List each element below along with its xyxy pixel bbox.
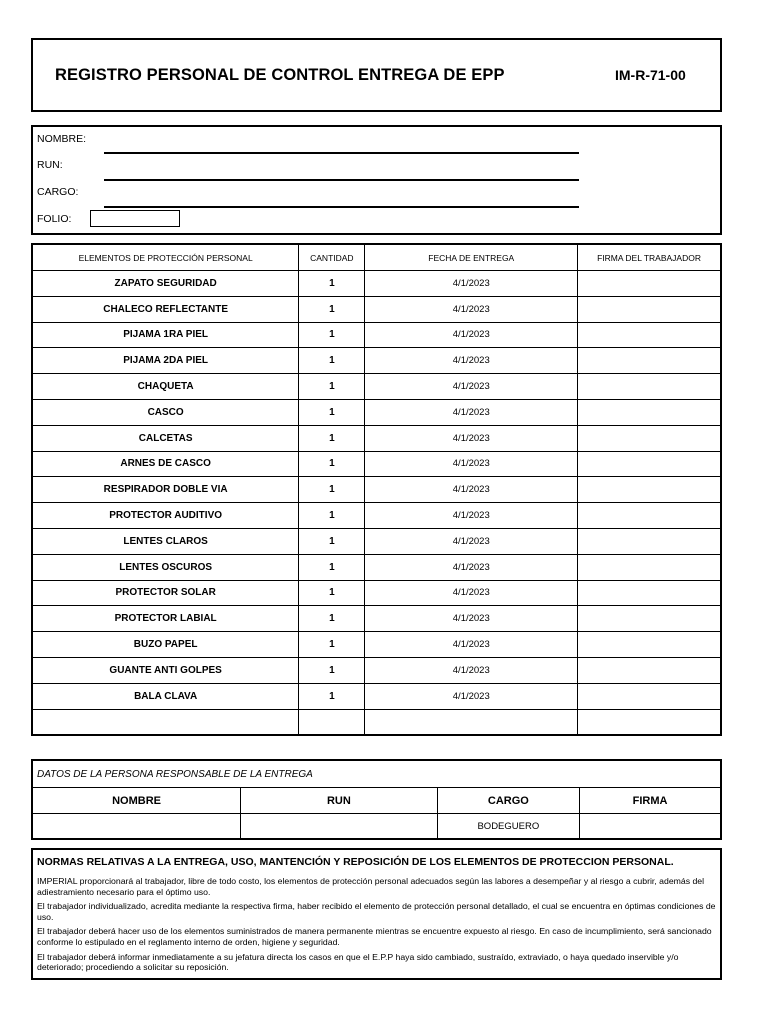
ppe-item-cell: LENTES CLAROS [32,528,299,554]
worker-info-section [31,125,722,235]
ppe-date-cell: 4/1/2023 [365,296,578,322]
table-row [32,632,721,658]
ppe-item-cell [32,709,299,735]
ppe-signature-cell[interactable] [578,322,721,348]
ppe-signature-cell[interactable] [578,374,721,400]
nombre-label: NOMBRE: [37,133,87,145]
ppe-date-cell: 4/1/2023 [365,477,578,503]
run-field[interactable] [104,179,579,181]
cargo-label: CARGO: [37,186,79,198]
ppe-item-cell: PIJAMA 2DA PIEL [32,348,299,374]
ppe-signature-cell[interactable] [578,296,721,322]
table-row [32,554,721,580]
responsible-header-row [32,788,721,814]
norms-paragraph: IMPERIAL proporcionará al trabajador, libre de todo costo, los elementos de protección personal adecuados según las labores a desempeñar y al riesgo a cubrir, además del adiestramiento necesario para el óptimo uso. [37,876,705,897]
responsible-caption: DATOS DE LA PERSONA RESPONSABLE DE LA ENTREGA [32,760,721,788]
ppe-item-cell: PROTECTOR LABIAL [32,606,299,632]
table-row [32,709,721,735]
ppe-table [31,243,722,736]
ppe-signature-cell[interactable] [578,580,721,606]
table-row [32,451,721,477]
norms-section [31,848,722,980]
ppe-quantity-cell: 1 [299,503,365,529]
table-row [32,503,721,529]
norms-title: NORMAS RELATIVAS A LA ENTREGA, USO, MANTENCIÓN Y REPOSICIÓN DE LOS ELEMENTOS DE PROTECCION PERSONAL. [37,856,674,868]
responsible-table [31,759,722,840]
norms-paragraph: El trabajador individualizado, acredita mediante la respectiva firma, haber recibido el elemento de protección personal detallado, el cual se encuentra en óptimas condiciones de uso. [37,901,716,922]
ppe-date-cell: 4/1/2023 [365,503,578,529]
table-row [32,322,721,348]
ppe-item-cell: RESPIRADOR DOBLE VIA [32,477,299,503]
ppe-item-cell: BUZO PAPEL [32,632,299,658]
table-row [32,683,721,709]
ppe-quantity-cell: 1 [299,657,365,683]
ppe-item-cell: PROTECTOR SOLAR [32,580,299,606]
ppe-date-cell: 4/1/2023 [365,657,578,683]
run-label: RUN: [37,159,63,171]
ppe-item-cell: CASCO [32,399,299,425]
ppe-date-cell: 4/1/2023 [365,322,578,348]
ppe-signature-cell[interactable] [578,271,721,297]
responsible-run-cell[interactable] [241,814,438,840]
ppe-date-cell: 4/1/2023 [365,374,578,400]
ppe-quantity-cell: 1 [299,399,365,425]
column-header-cantidad: CANTIDAD [299,244,365,271]
ppe-signature-cell[interactable] [578,683,721,709]
ppe-quantity-cell: 1 [299,348,365,374]
ppe-signature-cell[interactable] [578,399,721,425]
folio-field[interactable] [90,210,180,227]
ppe-quantity-cell: 1 [299,451,365,477]
ppe-quantity-cell: 1 [299,606,365,632]
ppe-item-cell: LENTES OSCUROS [32,554,299,580]
ppe-signature-cell[interactable] [578,503,721,529]
table-row [32,657,721,683]
table-row [32,580,721,606]
form-code: IM-R-71-00 [615,67,686,83]
responsible-cargo-cell[interactable]: BODEGUERO [437,814,579,840]
ppe-item-cell: GUANTE ANTI GOLPES [32,657,299,683]
ppe-item-cell: CHAQUETA [32,374,299,400]
ppe-signature-cell[interactable] [578,425,721,451]
nombre-field[interactable] [104,152,579,154]
responsible-header-cargo: CARGO [437,788,579,814]
ppe-quantity-cell [299,709,365,735]
ppe-quantity-cell: 1 [299,554,365,580]
ppe-quantity-cell: 1 [299,632,365,658]
ppe-date-cell: 4/1/2023 [365,683,578,709]
ppe-date-cell: 4/1/2023 [365,606,578,632]
ppe-date-cell: 4/1/2023 [365,271,578,297]
ppe-quantity-cell: 1 [299,296,365,322]
ppe-date-cell: 4/1/2023 [365,580,578,606]
table-row [32,425,721,451]
ppe-quantity-cell: 1 [299,528,365,554]
responsible-firma-cell[interactable] [580,814,721,840]
ppe-item-cell: ZAPATO SEGURIDAD [32,271,299,297]
column-header-fecha: FECHA DE ENTREGA [365,244,578,271]
ppe-signature-cell[interactable] [578,451,721,477]
ppe-item-cell: ARNES DE CASCO [32,451,299,477]
ppe-date-cell [365,709,578,735]
responsible-header-nombre: NOMBRE [32,788,241,814]
ppe-signature-cell[interactable] [578,632,721,658]
table-row [32,606,721,632]
responsible-header-firma: FIRMA [580,788,721,814]
responsible-value-row [32,814,721,840]
ppe-quantity-cell: 1 [299,322,365,348]
cargo-field[interactable] [104,206,579,208]
folio-label: FOLIO: [37,213,72,225]
ppe-item-cell: PROTECTOR AUDITIVO [32,503,299,529]
ppe-item-cell: CALCETAS [32,425,299,451]
ppe-date-cell: 4/1/2023 [365,451,578,477]
ppe-signature-cell[interactable] [578,657,721,683]
ppe-date-cell: 4/1/2023 [365,632,578,658]
ppe-item-cell: BALA CLAVA [32,683,299,709]
column-header-firma: FIRMA DEL TRABAJADOR [578,244,721,271]
ppe-signature-cell[interactable] [578,477,721,503]
table-row [32,528,721,554]
ppe-item-cell: CHALECO REFLECTANTE [32,296,299,322]
ppe-item-cell: PIJAMA 1RA PIEL [32,322,299,348]
ppe-quantity-cell: 1 [299,425,365,451]
norms-paragraph: El trabajador deberá hacer uso de los elementos suministrados de manera permanente mientras se encuentre expuesto al riesgo. En caso de incumplimiento, será sancionado conforme lo estipulado en el reglamento interno de orden, higiene y seguridad. [37,926,712,947]
table-row [32,399,721,425]
responsible-nombre-cell[interactable] [32,814,241,840]
ppe-quantity-cell: 1 [299,580,365,606]
table-row [32,296,721,322]
ppe-date-cell: 4/1/2023 [365,425,578,451]
ppe-quantity-cell: 1 [299,683,365,709]
ppe-date-cell: 4/1/2023 [365,348,578,374]
table-row [32,374,721,400]
ppe-quantity-cell: 1 [299,374,365,400]
table-row [32,348,721,374]
responsible-header-run: RUN [241,788,438,814]
ppe-quantity-cell: 1 [299,271,365,297]
ppe-date-cell: 4/1/2023 [365,528,578,554]
ppe-signature-cell[interactable] [578,348,721,374]
ppe-table-header [32,244,721,271]
ppe-date-cell: 4/1/2023 [365,554,578,580]
ppe-quantity-cell: 1 [299,477,365,503]
ppe-date-cell: 4/1/2023 [365,399,578,425]
norms-paragraph: El trabajador deberá informar inmediatamente a su jefatura directa los casos en que el E.P.P haya sido cambiado, sustraído, extraviado, o haya quedado inservible y/o deteriorado; procediendo a solicitar su reposición. [37,951,679,973]
ppe-signature-cell[interactable] [578,606,721,632]
ppe-signature-cell[interactable] [578,709,721,735]
column-header-elementos: ELEMENTOS DE PROTECCIÓN PERSONAL [32,244,299,271]
table-row [32,477,721,503]
table-row [32,271,721,297]
form-title: REGISTRO PERSONAL DE CONTROL ENTREGA DE EPP [55,66,505,84]
ppe-signature-cell[interactable] [578,554,721,580]
ppe-signature-cell[interactable] [578,528,721,554]
form-header [31,38,722,112]
